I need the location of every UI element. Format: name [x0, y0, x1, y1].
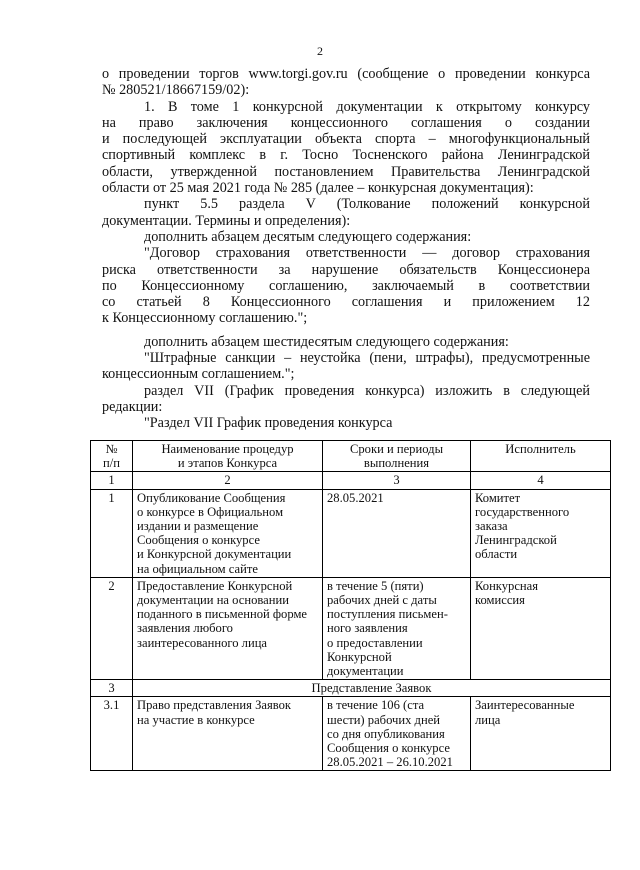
- table-header-row: [91, 441, 611, 472]
- row-number: 1: [91, 489, 133, 577]
- section-title: Представление Заявок: [133, 680, 611, 697]
- row-number: 2: [91, 577, 133, 679]
- procedure-cell-line: заинтересованного лица: [137, 635, 268, 650]
- procedure-cell: [133, 697, 323, 771]
- procedure-cell: [133, 489, 323, 577]
- column-number: 2: [133, 472, 323, 489]
- procedure-cell-line: документации на основании: [137, 593, 289, 608]
- terms-cell-line: со дня опубликования: [327, 726, 445, 741]
- text-line: концессионным соглашением.";: [102, 366, 295, 383]
- text-line: "Договор страхования ответственности — договор страхования: [144, 245, 590, 262]
- terms-cell-line: в течение 106 (ста: [327, 698, 425, 713]
- table-row: [91, 697, 611, 771]
- table-row: [91, 577, 611, 679]
- text-line: 1. В томе 1 конкурсной документации к открытому конкурсу: [144, 98, 590, 115]
- text-line: № 280521/18667159/02):: [102, 82, 250, 99]
- executor-cell: [471, 489, 611, 577]
- procedure-cell-line: поданного в письменной форме: [137, 607, 307, 622]
- schedule-table: [90, 440, 611, 771]
- text-line: редакции:: [102, 398, 163, 415]
- text-line: дополнить абзацем шестидесятым следующего содержания:: [144, 333, 509, 350]
- terms-cell-line: рабочих дней с даты: [327, 593, 437, 608]
- terms-cell-line: Конкурсной: [327, 649, 392, 664]
- terms-cell-line: в течение 5 (пяти): [327, 578, 424, 593]
- executor-cell: [471, 577, 611, 679]
- procedure-cell-line: Право представления Заявок: [137, 698, 292, 713]
- header-executor: Исполнитель: [471, 441, 611, 472]
- terms-cell-line: документации: [327, 664, 404, 679]
- executor-cell-line: Заинтересованные: [475, 698, 575, 713]
- text-line: и последующей эксплуатации объекта спорта – многофункциональный: [102, 131, 590, 148]
- text-line: по Концессионному соглашению, заключаемый в соответствии: [102, 277, 590, 294]
- column-number-row: [91, 472, 611, 489]
- header-procedure: Наименование процедур и этапов Конкурса: [133, 441, 323, 472]
- column-number: 3: [323, 472, 471, 489]
- executor-cell: [471, 697, 611, 771]
- executor-cell-line: заказа: [475, 519, 508, 534]
- text-line: пункт 5.5 раздела V (Толкование положений конкурсной: [144, 196, 590, 213]
- terms-cell-line: шести) рабочих дней: [327, 712, 441, 727]
- text-line: раздел VII (График проведения конкурса) изложить в следующей: [144, 382, 590, 399]
- procedure-cell-line: о конкурсе в Официальном: [137, 504, 284, 519]
- document-body: [102, 66, 590, 432]
- procedure-cell-line: на официальном сайте: [137, 561, 258, 576]
- table-row: [91, 489, 611, 577]
- procedure-cell-line: издании и размещение: [137, 519, 259, 534]
- column-number: 4: [471, 472, 611, 489]
- procedure-cell-line: на участие в конкурсе: [137, 712, 255, 727]
- procedure-cell-line: и Конкурсной документации: [137, 547, 292, 562]
- text-line: области, утвержденной постановлением Правительства Ленинградской: [102, 163, 590, 180]
- text-line: спортивный комплекс в г. Тосно Тосненского района Ленинградской: [102, 147, 590, 164]
- row-number: 3.1: [91, 697, 133, 771]
- executor-cell-line: Комитет: [475, 490, 521, 505]
- procedure-cell-line: Сообщения о конкурсе: [137, 533, 260, 548]
- terms-cell-line: 28.05.2021: [327, 490, 384, 505]
- text-line: на право заключения концессионного соглашения о создании: [102, 114, 590, 131]
- text-line: "Раздел VII График проведения конкурса: [144, 415, 393, 432]
- text-line: документации. Термины и определения):: [102, 212, 351, 229]
- terms-cell-line: ного заявления: [327, 621, 408, 636]
- text-line: со статьей 8 Концессионного соглашения и приложением 12: [102, 294, 590, 311]
- terms-cell-line: о предоставлении: [327, 635, 423, 650]
- header-terms: Сроки и периоды выполнения: [323, 441, 471, 472]
- text-line: о проведении торгов www.torgi.gov.ru (сообщение о проведении конкурса: [102, 66, 590, 82]
- page-number: 2: [317, 44, 323, 58]
- terms-cell: [323, 489, 471, 577]
- procedure-cell-line: Опубликование Сообщения: [137, 490, 286, 505]
- executor-cell-line: области: [475, 547, 518, 562]
- procedure-cell-line: заявления любого: [137, 621, 233, 636]
- executor-cell-line: Конкурсная: [475, 578, 539, 593]
- section-number: 3: [91, 680, 133, 697]
- executor-cell-line: лица: [475, 712, 501, 727]
- header-number: № п/п: [91, 441, 133, 472]
- paragraph-gap: [102, 327, 590, 334]
- executor-cell-line: комиссия: [475, 593, 525, 608]
- terms-cell-line: поступления письмен-: [327, 607, 448, 622]
- executor-cell-line: государственного: [475, 504, 570, 519]
- text-line: к Концессионному соглашению.";: [102, 310, 308, 327]
- executor-cell-line: Ленинградской: [475, 533, 557, 548]
- text-line: дополнить абзацем десятым следующего содержания:: [144, 228, 472, 245]
- text-line: "Штрафные санкции – неустойка (пени, штрафы), предусмотренные: [144, 350, 590, 367]
- column-number: 1: [91, 472, 133, 489]
- procedure-cell: [133, 577, 323, 679]
- terms-cell: [323, 697, 471, 771]
- terms-cell-line: Сообщения о конкурсе: [327, 741, 450, 756]
- text-line: области от 25 мая 2021 года № 285 (далее – конкурсная документация):: [102, 180, 534, 197]
- section-row: [91, 680, 611, 697]
- terms-cell-line: 28.05.2021 – 26.10.2021: [327, 755, 453, 770]
- procedure-cell-line: Предоставление Конкурсной: [137, 578, 293, 593]
- terms-cell: [323, 577, 471, 679]
- text-line: риска ответственности за нарушение обязательств Концессионера: [102, 261, 590, 278]
